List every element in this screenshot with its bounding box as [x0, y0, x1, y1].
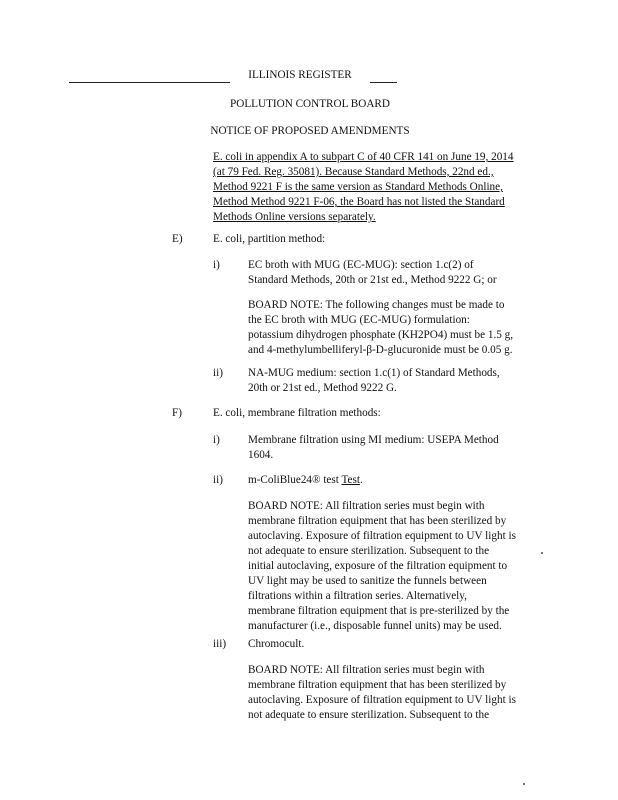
section-f-title: E. coli, membrane filtration methods: [213, 407, 381, 419]
note-line: not adequate to ensure sterilization. Subsequent to the [248, 545, 490, 557]
section-e-ii-text [248, 366, 500, 396]
text-line: EC broth with MUG (EC-MUG): section 1.c(2) of [248, 259, 474, 271]
notice-title: NOTICE OF PROPOSED AMENDMENTS [210, 125, 410, 137]
scan-speck [541, 552, 543, 554]
struck-text: m-ColiBlue24® test [248, 474, 339, 486]
intro-line: Methods Online versions separately. [213, 211, 376, 223]
section-e-i-note [248, 298, 513, 358]
added-text: Test [341, 474, 360, 486]
section-e-label: E) [172, 233, 183, 245]
section-f-i-label: i) [213, 434, 220, 446]
note-line: membrane filtration equipment that has been sterilized by [248, 515, 507, 527]
note-line: UV light may be used to sanitize the funnels between [248, 575, 487, 587]
text-line: 1604. [248, 449, 274, 461]
note-line: BOARD NOTE: All filtration series must begin with [248, 500, 485, 512]
note-line: potassium dihydrogen phosphate (KH2PO4) must be 1.5 g, [248, 329, 514, 341]
note-line: BOARD NOTE: All filtration series must begin with [248, 664, 485, 676]
note-line: autoclaving. Exposure of filtration equipment to UV light is [248, 694, 516, 706]
section-f-label: F) [172, 407, 182, 419]
intro-line: Method 9221 F is the same version as Standard Methods Online, [213, 181, 503, 193]
note-line: filtrations within a filtration series. Alternatively, [248, 590, 467, 602]
note-line: and 4-methylumbelliferyl-β-D-glucuronide must be 0.05 g. [248, 344, 513, 356]
section-e-i-label: i) [213, 259, 220, 271]
text-line: Standard Methods, 20th or 21st ed., Method 9222 G; or [248, 274, 497, 286]
section-f-ii-note [248, 499, 516, 634]
section-f-ii-label: ii) [213, 474, 223, 486]
scan-speck [523, 783, 525, 785]
period: . [359, 474, 363, 486]
section-e-title: E. coli, partition method: [213, 233, 326, 245]
note-line: initial autoclaving, exposure of the filtration equipment to [248, 560, 508, 572]
section-f-ii-text [248, 473, 363, 488]
intro-line: E. coli in appendix A to subpart C of 40 CFR 141 on June 19, 2014 [213, 151, 514, 163]
section-f-iii-title: Chromocult. [248, 638, 305, 650]
text-line: 20th or 21st ed., Method 9222 G. [248, 382, 397, 394]
note-line: membrane filtration equipment that is pre-sterilized by the [248, 605, 510, 617]
text-line: NA-MUG medium: section 1.c(1) of Standard Methods, [248, 367, 500, 379]
text-line: Membrane filtration using MI medium: USEPA Method [248, 434, 499, 446]
intro-line: (at 79 Fed. Reg. 35081). Because Standard Methods, 22nd ed., [213, 166, 494, 178]
note-line: not adequate to ensure sterilization. Subsequent to the [248, 709, 490, 721]
intro-line: Method Method 9221 F-06, the Board has not listed the Standard [213, 196, 505, 208]
board-title: POLLUTION CONTROL BOARD [230, 98, 390, 110]
section-f-iii-note [248, 663, 516, 723]
note-line: autoclaving. Exposure of filtration equipment to UV light is [248, 530, 516, 542]
note-line: BOARD NOTE: The following changes must be made to [248, 299, 505, 311]
note-line: manufacturer (i.e., disposable funnel units) may be used. [248, 620, 502, 632]
section-f-i-text [248, 433, 499, 463]
section-e-ii-label: ii) [213, 367, 223, 379]
section-e-i-text [248, 258, 497, 288]
intro-paragraph [213, 150, 514, 225]
section-f-iii-label: iii) [213, 638, 227, 650]
register-title: ILLINOIS REGISTER [230, 68, 370, 83]
note-line: the EC broth with MUG (EC-MUG) formulation: [248, 314, 470, 326]
note-line: membrane filtration equipment that has been sterilized by [248, 679, 507, 691]
